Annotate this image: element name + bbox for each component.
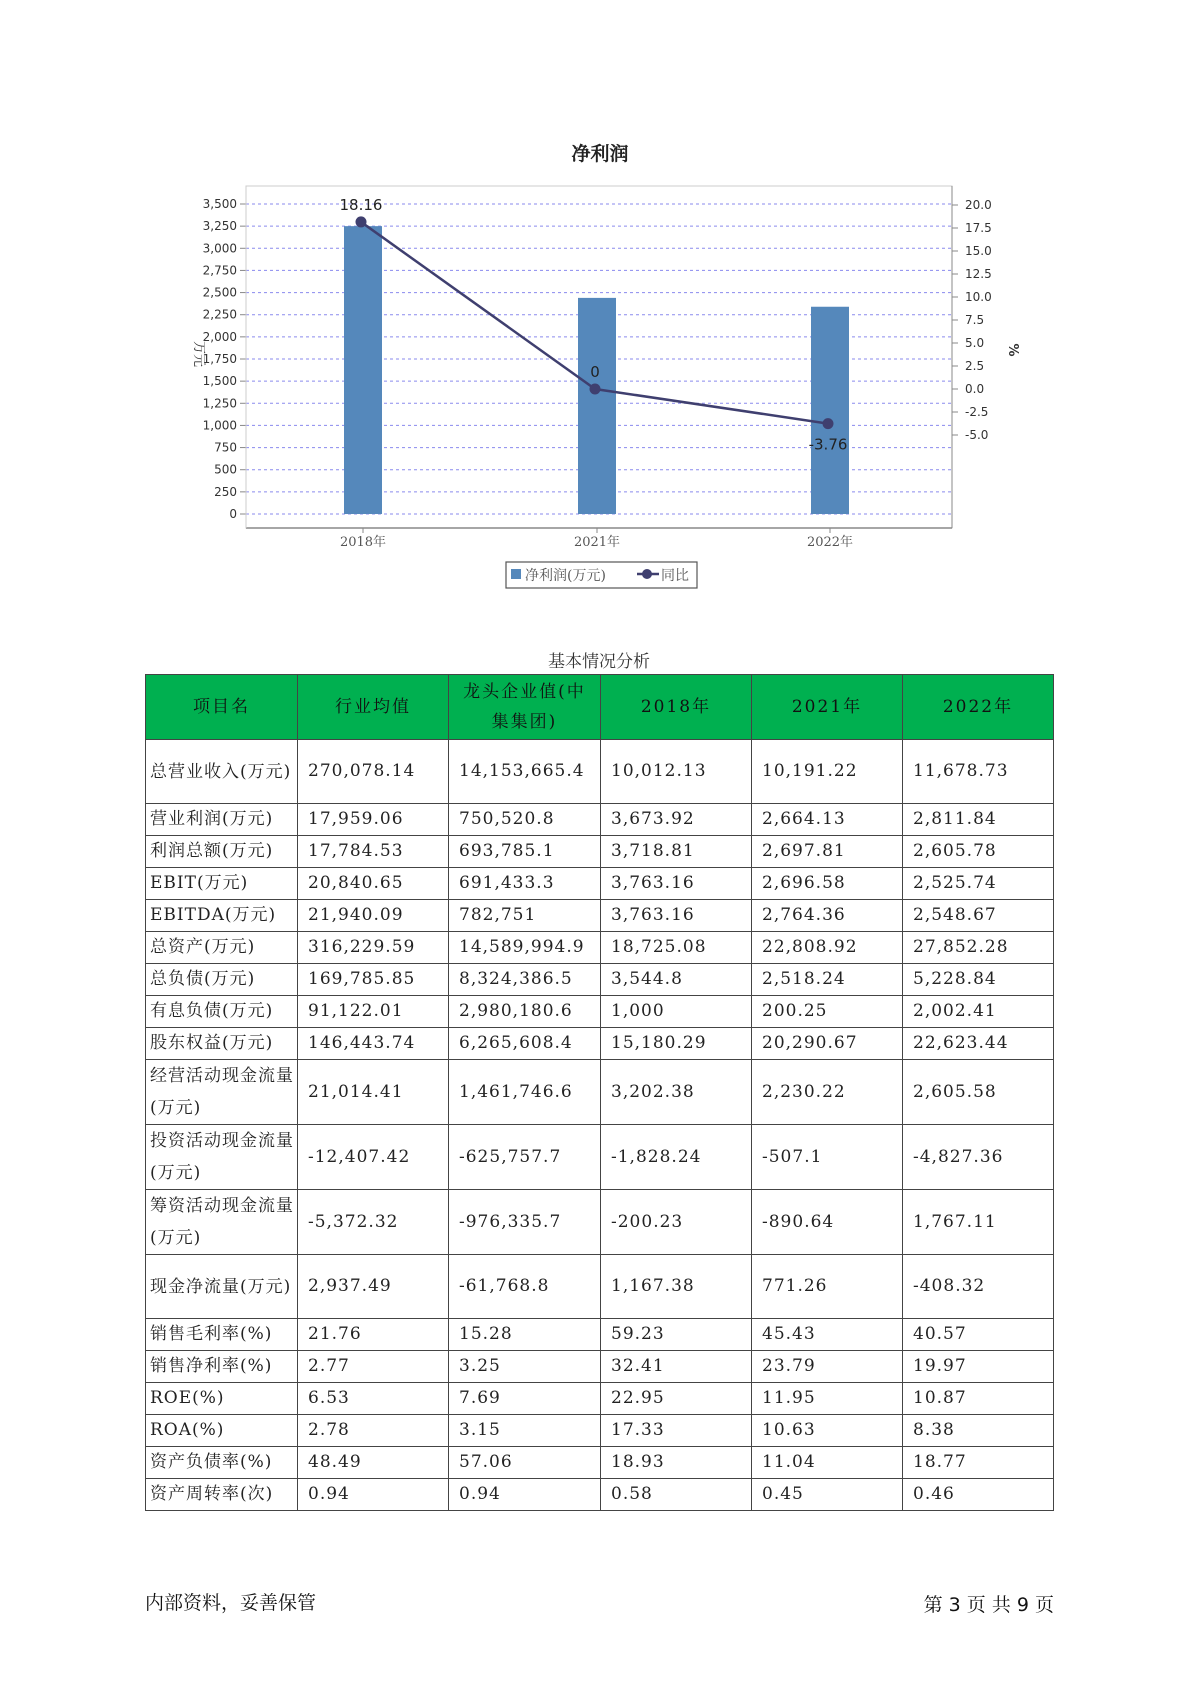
yoy-data-label: 0 [590, 363, 600, 381]
value-cell: 3.15 [449, 1415, 601, 1447]
value-cell: 3,202.38 [601, 1060, 752, 1125]
value-cell: -408.32 [903, 1255, 1054, 1319]
value-cell: 0.58 [601, 1479, 752, 1511]
value-cell: 17,784.53 [298, 836, 449, 868]
value-cell: 10.87 [903, 1383, 1054, 1415]
value-cell: -200.23 [601, 1190, 752, 1255]
value-cell: 10,191.22 [752, 740, 903, 804]
value-cell: 21.76 [298, 1319, 449, 1351]
bar [578, 298, 616, 514]
row-name-cell: EBITDA(万元) [146, 900, 298, 932]
value-cell: 3,718.81 [601, 836, 752, 868]
table-row [146, 1190, 1054, 1255]
value-cell: 21,014.41 [298, 1060, 449, 1125]
value-cell: 18,725.08 [601, 932, 752, 964]
value-cell: 27,852.28 [903, 932, 1054, 964]
row-name-cell: 资产周转率(次) [146, 1479, 298, 1511]
row-name-cell: 总营业收入(万元) [146, 740, 298, 804]
value-cell: 2,980,180.6 [449, 996, 601, 1028]
table-row [146, 1383, 1054, 1415]
value-cell: 6,265,608.4 [449, 1028, 601, 1060]
header-cell: 2021年 [752, 675, 903, 740]
value-cell: -5,372.32 [298, 1190, 449, 1255]
bar [344, 226, 382, 514]
value-cell: 17.33 [601, 1415, 752, 1447]
table-row [146, 1060, 1054, 1125]
value-cell: -507.1 [752, 1125, 903, 1190]
value-cell: 169,785.85 [298, 964, 449, 996]
value-cell: 22,808.92 [752, 932, 903, 964]
value-cell: 3,673.92 [601, 804, 752, 836]
value-cell: -61,768.8 [449, 1255, 601, 1319]
table-row [146, 1479, 1054, 1511]
value-cell: 0.45 [752, 1479, 903, 1511]
left-tick-label: 250 [214, 484, 237, 499]
value-cell: 22.95 [601, 1383, 752, 1415]
value-cell: 2.78 [298, 1415, 449, 1447]
value-cell: 200.25 [752, 996, 903, 1028]
table-row [146, 1028, 1054, 1060]
row-name-cell: 销售毛利率(%) [146, 1319, 298, 1351]
value-cell: 59.23 [601, 1319, 752, 1351]
left-y-axis [203, 197, 246, 521]
header-cell: 项目名 [146, 675, 298, 740]
yoy-point [590, 384, 601, 395]
value-cell: 0.46 [903, 1479, 1054, 1511]
value-cell: 23.79 [752, 1351, 903, 1383]
value-cell: 2,230.22 [752, 1060, 903, 1125]
left-tick-label: 3,000 [202, 241, 237, 256]
value-cell: 10.63 [752, 1415, 903, 1447]
value-cell: 18.77 [903, 1447, 1054, 1479]
table-caption: 基本情况分析 [548, 652, 650, 672]
value-cell: 6.53 [298, 1383, 449, 1415]
value-cell: 2,548.67 [903, 900, 1054, 932]
value-cell: 11.04 [752, 1447, 903, 1479]
bar [808, 307, 849, 514]
value-cell: 32.41 [601, 1351, 752, 1383]
table-row [146, 804, 1054, 836]
yoy-data-label: -3.76 [808, 435, 848, 454]
left-tick-label: 2,250 [202, 307, 237, 322]
value-cell: 782,751 [449, 900, 601, 932]
value-cell: 1,167.38 [601, 1255, 752, 1319]
category-label: 2018年 [339, 535, 387, 550]
right-tick-label: -5.0 [965, 428, 989, 442]
value-cell: 2,002.41 [903, 996, 1054, 1028]
footer-confidential-note: 内部资料，妥善保管 [145, 1592, 317, 1614]
value-cell: 2,697.81 [752, 836, 903, 868]
legend [506, 562, 697, 588]
value-cell: 2,605.78 [903, 836, 1054, 868]
row-name-cell: 投资活动现金流量(万元) [146, 1125, 298, 1190]
value-cell: 316,229.59 [298, 932, 449, 964]
row-name-cell: 营业利润(万元) [146, 804, 298, 836]
table-row [146, 1351, 1054, 1383]
value-cell: 15,180.29 [601, 1028, 752, 1060]
yoy-point [823, 418, 834, 429]
left-tick-label: 3,500 [202, 197, 237, 211]
table-row [146, 1125, 1054, 1190]
value-cell: 8,324,386.5 [449, 964, 601, 996]
row-name-cell: 经营活动现金流量(万元) [146, 1060, 298, 1125]
value-cell: 18.93 [601, 1447, 752, 1479]
table-row [146, 996, 1054, 1028]
value-cell: -12,407.42 [298, 1125, 449, 1190]
value-cell: 2,764.36 [752, 900, 903, 932]
header-cell: 行业均值 [298, 675, 449, 740]
row-name-cell: 股东权益(万元) [146, 1028, 298, 1060]
row-name-cell: 资产负债率(%) [146, 1447, 298, 1479]
value-cell: 22,623.44 [903, 1028, 1054, 1060]
left-tick-label: 1,000 [202, 418, 237, 433]
value-cell: 45.43 [752, 1319, 903, 1351]
value-cell: -625,757.7 [449, 1125, 601, 1190]
value-cell: 146,443.74 [298, 1028, 449, 1060]
value-cell: 3.25 [449, 1351, 601, 1383]
row-name-cell: 利润总额(万元) [146, 836, 298, 868]
left-tick-label: 750 [214, 440, 237, 455]
right-tick-label: 5.0 [965, 336, 985, 350]
row-name-cell: ROA(%) [146, 1415, 298, 1447]
left-tick-label: 1,500 [202, 374, 237, 389]
category-label: 2021年 [573, 535, 621, 550]
value-cell: 771.26 [752, 1255, 903, 1319]
value-cell: 2,664.13 [752, 804, 903, 836]
yoy-data-label: 18.16 [339, 195, 383, 214]
legend-line-label: 同比 [661, 568, 689, 584]
right-tick-label: 20.0 [965, 198, 992, 212]
chart-title: 净利润 [571, 143, 629, 165]
table-row [146, 932, 1054, 964]
table-row [146, 868, 1054, 900]
right-tick-label: 2.5 [965, 359, 985, 373]
value-cell: 19.97 [903, 1351, 1054, 1383]
net-profit-chart [0, 0, 1191, 600]
value-cell: 2,518.24 [752, 964, 903, 996]
right-tick-label: 7.5 [965, 313, 985, 327]
legend-line-marker [642, 569, 652, 579]
value-cell: 3,544.8 [601, 964, 752, 996]
value-cell: 20,290.67 [752, 1028, 903, 1060]
table-row [146, 836, 1054, 868]
right-tick-label: 10.0 [965, 290, 992, 304]
right-tick-label: 15.0 [965, 244, 992, 258]
value-cell: -890.64 [752, 1190, 903, 1255]
value-cell: -1,828.24 [601, 1125, 752, 1190]
value-cell: 270,078.14 [298, 740, 449, 804]
value-cell: 2,937.49 [298, 1255, 449, 1319]
row-name-cell: 总负债(万元) [146, 964, 298, 996]
right-tick-label: 17.5 [965, 221, 992, 235]
value-cell: 2,525.74 [903, 868, 1054, 900]
value-cell: 57.06 [449, 1447, 601, 1479]
row-name-cell: ROE(%) [146, 1383, 298, 1415]
value-cell: 5,228.84 [903, 964, 1054, 996]
value-cell: 1,461,746.6 [449, 1060, 601, 1125]
category-label: 2022年 [806, 535, 854, 550]
value-cell: 20,840.65 [298, 868, 449, 900]
row-name-cell: 现金净流量(万元) [146, 1255, 298, 1319]
value-cell: 14,153,665.4 [449, 740, 601, 804]
value-cell: 48.49 [298, 1447, 449, 1479]
footer-page-number: 第 3 页 共 9 页 [923, 1594, 1054, 1616]
legend-bar-swatch [511, 569, 521, 579]
value-cell: 691,433.3 [449, 868, 601, 900]
row-name-cell: 有息负债(万元) [146, 996, 298, 1028]
yoy-point [356, 216, 367, 227]
left-axis-title: 万元 [191, 340, 206, 368]
left-tick-label: 2,000 [202, 329, 237, 344]
value-cell: 750,520.8 [449, 804, 601, 836]
right-axis-title: % [1005, 343, 1020, 357]
header-cell: 龙头企业值(中集集团) [449, 675, 601, 740]
value-cell: 8.38 [903, 1415, 1054, 1447]
value-cell: 3,763.16 [601, 868, 752, 900]
value-cell: 1,767.11 [903, 1190, 1054, 1255]
left-tick-label: 0 [229, 507, 237, 521]
table-row [146, 1447, 1054, 1479]
left-tick-label: 500 [214, 462, 237, 477]
value-cell: 7.69 [449, 1383, 601, 1415]
basic-analysis-table [145, 674, 1054, 1511]
value-cell: 1,000 [601, 996, 752, 1028]
value-cell: 10,012.13 [601, 740, 752, 804]
left-tick-label: 2,500 [202, 285, 237, 300]
value-cell: 693,785.1 [449, 836, 601, 868]
row-name-cell: EBIT(万元) [146, 868, 298, 900]
value-cell: 17,959.06 [298, 804, 449, 836]
value-cell: 2,605.58 [903, 1060, 1054, 1125]
value-cell: 2.77 [298, 1351, 449, 1383]
category-labels [340, 528, 853, 550]
table-row [146, 740, 1054, 804]
value-cell: 0.94 [298, 1479, 449, 1511]
value-cell: 2,811.84 [903, 804, 1054, 836]
header-cell: 2022年 [903, 675, 1054, 740]
right-tick-label: 0.0 [965, 382, 985, 396]
row-name-cell: 筹资活动现金流量(万元) [146, 1190, 298, 1255]
value-cell: 11,678.73 [903, 740, 1054, 804]
value-cell: 91,122.01 [298, 996, 449, 1028]
table-header-row [146, 675, 1054, 740]
table-row [146, 1319, 1054, 1351]
value-cell: 3,763.16 [601, 900, 752, 932]
value-cell: 40.57 [903, 1319, 1054, 1351]
left-tick-label: 1,250 [202, 396, 237, 411]
table-row [146, 900, 1054, 932]
row-name-cell: 总资产(万元) [146, 932, 298, 964]
header-cell: 2018年 [601, 675, 752, 740]
left-tick-label: 1,750 [202, 352, 237, 366]
row-name-cell: 销售净利率(%) [146, 1351, 298, 1383]
value-cell: 14,589,994.9 [449, 932, 601, 964]
right-tick-label: -2.5 [965, 405, 989, 419]
value-cell: 11.95 [752, 1383, 903, 1415]
right-y-axis [952, 198, 992, 442]
table-row [146, 1255, 1054, 1319]
value-cell: -4,827.36 [903, 1125, 1054, 1190]
left-tick-label: 2,750 [202, 263, 237, 278]
legend-bar-label: 净利润(万元) [525, 568, 606, 584]
value-cell: 0.94 [449, 1479, 601, 1511]
right-tick-label: 12.5 [965, 267, 992, 281]
value-cell: 15.28 [449, 1319, 601, 1351]
left-tick-label: 3,250 [202, 219, 237, 234]
value-cell: 2,696.58 [752, 868, 903, 900]
value-cell: -976,335.7 [449, 1190, 601, 1255]
table-row [146, 1415, 1054, 1447]
table-row [146, 964, 1054, 996]
value-cell: 21,940.09 [298, 900, 449, 932]
